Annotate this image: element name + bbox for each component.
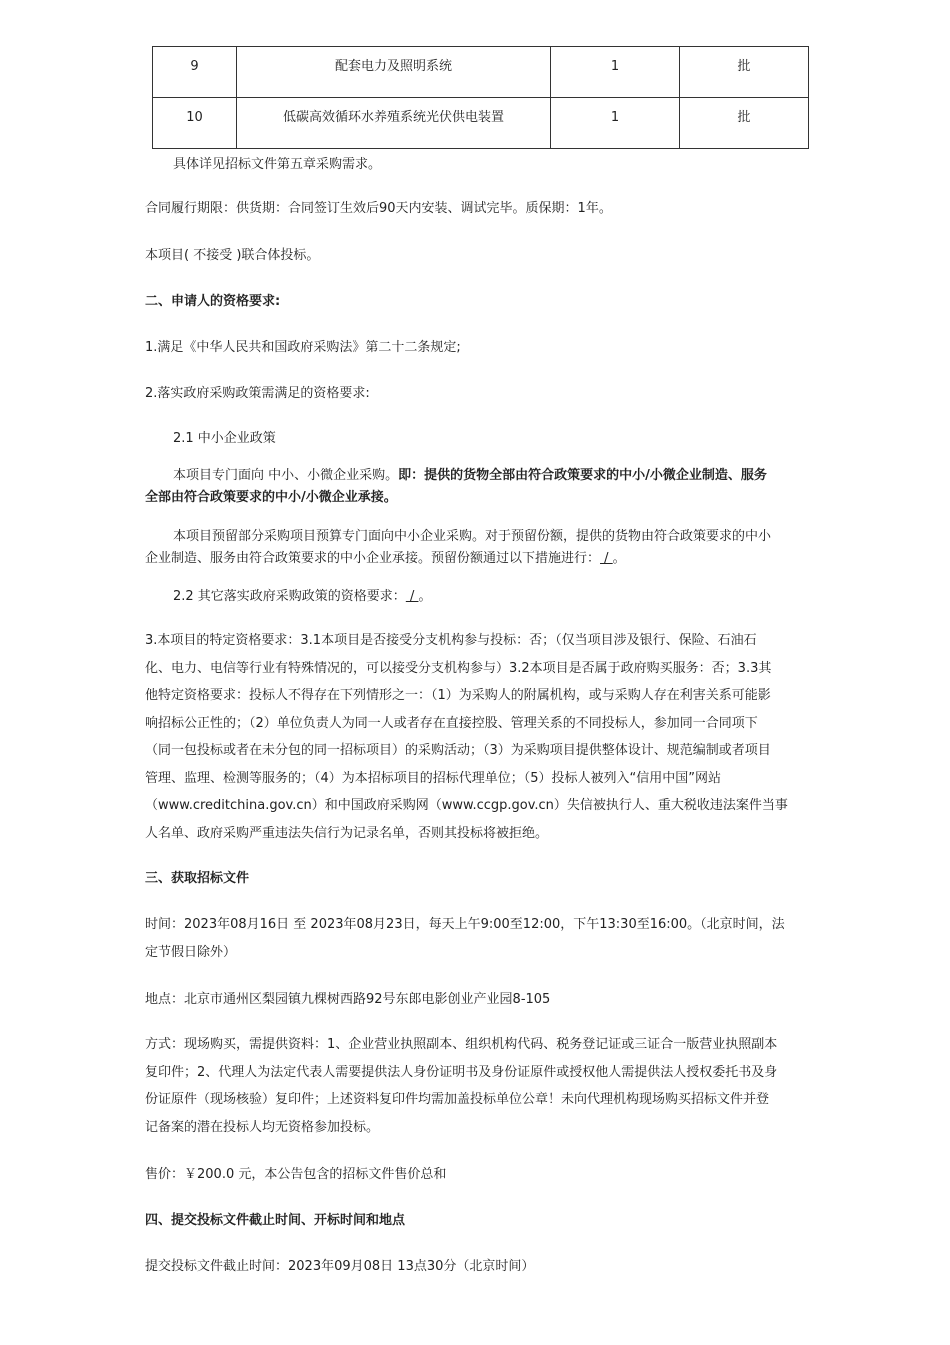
details-note: 具体详见招标文件第五章采购需求。 [173,157,382,172]
acquisition-place: 地点：北京市通州区梨园镇九棵树西路92号东郎电影创业产业园8-105 [145,992,551,1007]
sme-policy-line-2: 全部由符合政策要求的中小/小微企业承接。 [145,490,397,505]
item-name: 低碳高效循环水养殖系统光伏供电装置 [237,98,551,149]
item-unit: 批 [680,98,809,149]
paragraph-line: 响招标公正性的；（2）单位负责人为同一人或者存在直接控股、管理关系的不同投标人，参加同一合同项下 [145,715,758,731]
section-2-heading: 二、申请人的资格要求: [145,294,281,309]
paragraph-line: 时间：2023年08月16日 至 2023年08月23日，每天上午9:00至12:00，下午13:30至16:00。（北京时间，法 [145,917,785,932]
paragraph-line: 定节假日除外） [145,944,237,960]
paragraph-line: 记备案的潜在投标人均无资格参加投标。 [145,1119,380,1135]
paragraph-line: 复印件；2、代理人为法定代表人需要提供法人身份证明书及身份证原件或授权他人需提供法人授权委托书及身 [145,1064,778,1080]
sme-policy-line-1 [173,468,843,484]
paragraph-line: （同一包投标或者在未分包的同一招标项目）的采购活动；（3）为采购项目提供整体设计、规范编制或者项目 [145,743,771,758]
document-price: 售价：￥200.0 元，本公告包含的招标文件售价总和 [145,1167,447,1182]
table-row [153,98,809,149]
reserved-share-line-2 [145,551,815,567]
item-quantity: 1 [551,98,680,149]
qualification-item-1: 1.满足《中华人民共和国政府采购法》第二十二条规定; [145,340,461,355]
paragraph-line: 人名单、政府采购严重违法失信行为记录名单，否则其投标将被拒绝。 [145,825,549,841]
reserved-share-text: 企业制造、服务由符合政策要求的中小企业承接。预留份额通过以下措施进行： [145,551,601,566]
reserved-share-end: 。 [612,551,626,566]
consortium-statement: 本项目( 不接受 )联合体投标。 [145,248,320,263]
item-number: 9 [153,47,237,98]
sme-policy-bold-text: 即：提供的货物全部由符合政策要求的中小/小微企业制造、服务 [398,468,767,483]
procurement-items-table [152,46,809,149]
other-policy-value: / [405,589,419,604]
sme-policy-text: 本项目专门面向 中小、小微企业采购。 [173,468,399,483]
table-row [153,47,809,98]
item-name: 配套电力及照明系统 [237,47,551,98]
acquisition-method [145,1031,815,1141]
other-policy-text: 2.2 其它落实政府采购政策的资格要求： [173,589,406,604]
sme-policy-heading: 2.1 中小企业政策 [173,431,276,446]
paragraph-line: （www.creditchina.gov.cn）和中国政府采购网（www.ccgp.gov.cn）失信被执行人、重大税收违法案件当事 [145,798,788,813]
contract-period: 合同履行期限：供货期：合同签订生效后90天内安装、调试完毕。质保期：1年。 [145,201,612,216]
paragraph-line: 他特定资格要求：投标人不得存在下列情形之一：（1）为采购人的附属机构，或与采购人存在利害关系可能影 [145,688,771,703]
section-3-heading: 三、获取招标文件 [145,871,250,886]
paragraph-line: 方式：现场购买，需提供资料：1、企业营业执照副本、组织机构代码、税务登记证或三证合一版营业执照副本 [145,1037,778,1052]
reserved-share-line-1: 本项目预留部分采购项目预算专门面向中小企业采购。对于预留份额，提供的货物由符合政策要求的中小 [173,529,772,544]
other-policy-requirement [173,589,843,605]
paragraph-line: 化、电力、电信等行业有特殊情况的，可以接受分支机构参与）3.2本项目是否属于政府购买服务：否；3.3其 [145,660,772,676]
item-number: 10 [153,98,237,149]
specific-qualification-paragraph [145,627,815,847]
qualification-item-2: 2.落实政府采购政策需满足的资格要求: [145,386,370,401]
acquisition-time [145,911,815,966]
item-unit: 批 [680,47,809,98]
item-quantity: 1 [551,47,680,98]
other-policy-end: 。 [418,589,432,604]
reserved-share-measure: / [600,551,613,566]
paragraph-line: 3.本项目的特定资格要求：3.1本项目是否接受分支机构参与投标：否；（仅当项目涉及银行、保险、石油石 [145,633,757,648]
section-4-heading: 四、提交投标文件截止时间、开标时间和地点 [145,1213,406,1228]
paragraph-line: 管理、监理、检测等服务的；（4）为本招标项目的招标代理单位；（5）投标人被列入“信用中国”网站 [145,770,722,786]
paragraph-line: 份证原件（现场核验）复印件；上述资料复印件均需加盖投标单位公章！未向代理机构现场购买招标文件并登 [145,1092,770,1107]
submission-deadline: 提交投标文件截止时间：2023年09月08日 13点30分（北京时间） [145,1259,535,1274]
